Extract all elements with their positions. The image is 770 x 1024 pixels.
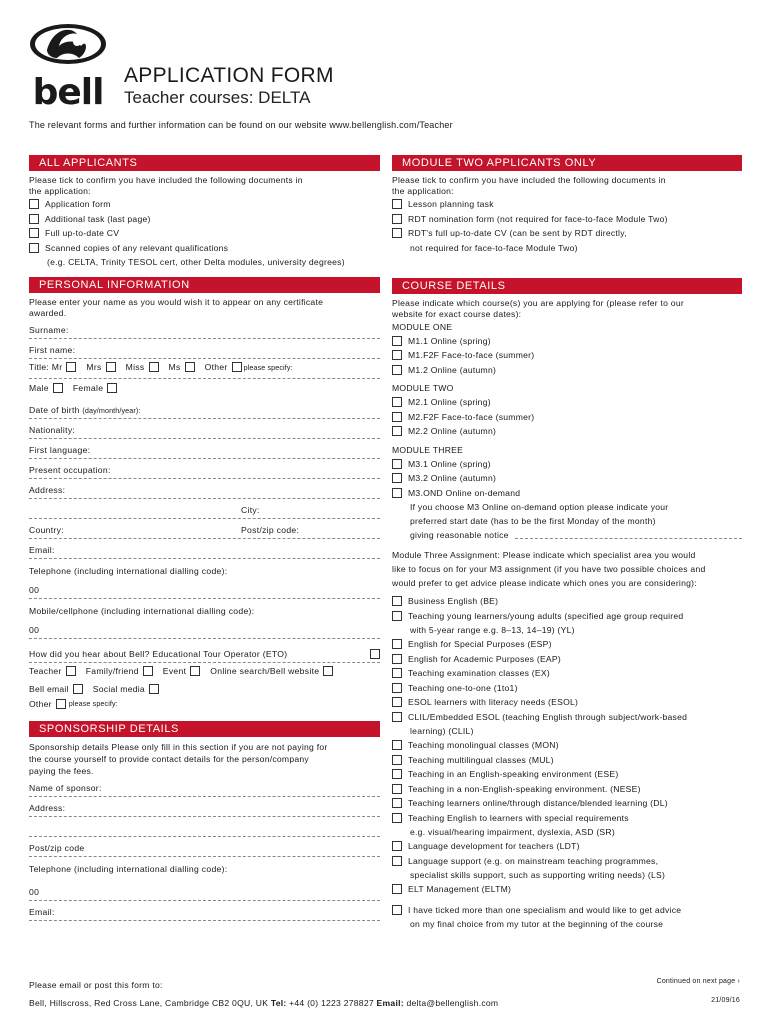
first-name-field[interactable]: First name:: [29, 339, 380, 359]
instruction: awarded.: [29, 308, 67, 318]
specialism-item: [392, 609, 742, 624]
note: If you choose M3 Online on-demand option please indicate your: [410, 502, 669, 512]
footer-post-to: Please email or post this form to:: [29, 980, 163, 990]
specialism-item: [392, 753, 742, 768]
m3-1-checkbox[interactable]: [392, 459, 402, 469]
specialism-label: Teaching one-to-one (1to1): [408, 682, 518, 693]
m2-1-checkbox[interactable]: [392, 397, 402, 407]
bell-logo: [27, 22, 109, 108]
sponsor-name-field[interactable]: Name of sponsor:: [29, 777, 380, 797]
m3-2-checkbox[interactable]: [392, 473, 402, 483]
teacher-checkbox[interactable]: [66, 666, 76, 676]
specialism-checkbox[interactable]: [392, 856, 402, 866]
module-two-header: MODULE TWO APPLICANTS ONLY: [392, 155, 742, 171]
assignment-intro: would prefer to get advice please indicate which ones you are considering):: [392, 578, 697, 588]
country-field[interactable]: Country: Post/zip code:: [29, 519, 380, 539]
title-field: Title: Mr Mrs Miss Ms Other please specify:: [29, 359, 380, 379]
footer-address-line: Bell, Hillscross, Red Cross Lane, Cambridge CB2 0QU, UK Tel: +44 (0) 1223 278827 Email: delta@bellenglish.com: [29, 998, 499, 1008]
m3-start-date-field[interactable]: giving reasonable notice: [392, 528, 742, 542]
specialism-item: [392, 782, 742, 797]
instruction: Sponsorship details Please only fill in this section if you are not paying for: [29, 742, 328, 752]
module-one-heading: MODULE ONE: [392, 321, 453, 332]
gender-field: Male Female: [29, 379, 380, 399]
checkbox-label: M3.OND Online on-demand: [408, 487, 521, 498]
checkbox[interactable]: [392, 228, 402, 238]
specialism-checkbox[interactable]: [392, 798, 402, 808]
telephone-field[interactable]: 00: [29, 579, 380, 599]
specialism-item: [392, 710, 742, 725]
sponsor-telephone-label: Telephone (including international dialling code):: [29, 864, 228, 874]
other-title-checkbox[interactable]: [232, 362, 242, 372]
instruction: Please enter your name as you would wish it to appear on any certificate: [29, 297, 324, 307]
checkbox-label: RDT's full up-to-date CV (can be sent by RDT directly,: [408, 228, 627, 239]
social-checkbox[interactable]: [149, 684, 159, 694]
note: on my final choice from my tutor at the beginning of the course: [410, 919, 664, 929]
specialism-checkbox[interactable]: [392, 697, 402, 707]
specialism-label: Language support (e.g. on mainstream teaching programmes,: [408, 855, 659, 866]
checkbox-label: Application form: [45, 199, 111, 210]
note: preferred start date (has to be the first Monday of the month): [410, 516, 656, 526]
specialism-item: [392, 839, 742, 854]
personal-info-header: PERSONAL INFORMATION: [29, 277, 380, 293]
specialism-item: [392, 681, 742, 696]
surname-field[interactable]: Surname:: [29, 319, 380, 339]
first-language-field[interactable]: First language:: [29, 439, 380, 459]
online-checkbox[interactable]: [323, 666, 333, 676]
email-link[interactable]: delta@bellenglish.com: [406, 998, 499, 1008]
footer-contact: [29, 978, 589, 1010]
specialism-label: English for Academic Purposes (EAP): [408, 653, 561, 664]
m1-f2f-checkbox[interactable]: [392, 350, 402, 360]
note: not required for face-to-face Module Two): [410, 242, 578, 253]
continued-note: Continued on next page ›: [656, 978, 740, 985]
checkbox-label: Scanned copies of any relevant qualifications: [45, 242, 229, 253]
eto-checkbox[interactable]: [370, 649, 380, 659]
hear-options-row1: Teacher Family/friend Event Online search/Bell website: [29, 663, 380, 681]
form-subtitle: Teacher courses: DELTA: [124, 88, 311, 107]
specialism-label: Teaching learners online/through distance/blended learning (DL): [408, 798, 668, 809]
footer-right: [657, 978, 740, 1004]
specialism-label: Teaching in an English-speaking environment (ESE): [408, 769, 619, 780]
specialism-item: [392, 637, 742, 652]
checkbox-label: M2.2 Online (autumn): [408, 426, 497, 437]
miss-checkbox[interactable]: [149, 362, 159, 372]
m2-f2f-checkbox[interactable]: [392, 412, 402, 422]
svg-text:bell: bell: [32, 72, 104, 108]
specialism-checkbox[interactable]: [392, 639, 402, 649]
instruction: the course yourself to provide contact details for the person/company: [29, 754, 309, 764]
checkbox[interactable]: [29, 243, 39, 253]
checkbox[interactable]: [392, 214, 402, 224]
specialism-item: [392, 666, 742, 681]
specialism-checkbox[interactable]: [392, 712, 402, 722]
specialism-item: [392, 695, 742, 710]
checkbox[interactable]: [29, 199, 39, 209]
specialism-checkbox[interactable]: [392, 769, 402, 779]
note: (e.g. CELTA, Trinity TESOL cert, other Delta modules, university degrees): [47, 257, 345, 267]
hear-options-row2: Bell email Social media: [29, 681, 380, 696]
ms-checkbox[interactable]: [185, 362, 195, 372]
checkbox-label: M1.1 Online (spring): [408, 335, 491, 346]
specialism-item-cont: e.g. visual/hearing impairment, dyslexia, ASD (SR): [410, 827, 615, 837]
specialism-label: English for Special Purposes (ESP): [408, 639, 552, 650]
specialism-label: Teaching in a non-English-speaking environment. (NESE): [408, 783, 641, 794]
specialism-item: [392, 738, 742, 753]
female-checkbox[interactable]: [107, 383, 117, 393]
bell-email-checkbox[interactable]: [73, 684, 83, 694]
hear-about-field: How did you hear about Bell? Educational Tour Operator (ETO): [29, 639, 380, 663]
sponsor-postzip-field[interactable]: Post/zip code: [29, 837, 380, 857]
specialism-checkbox[interactable]: [392, 740, 402, 750]
specialism-item: [392, 594, 742, 609]
specialism-label: ELT Management (ELTM): [408, 884, 512, 895]
specialism-item-cont: learning) (CLIL): [410, 726, 474, 736]
specialism-item: [392, 811, 742, 826]
checkbox[interactable]: [29, 214, 39, 224]
checkbox-label: M1.2 Online (autumn): [408, 364, 497, 375]
specialism-item: [392, 767, 742, 782]
specialism-label: Teaching examination classes (EX): [408, 668, 550, 679]
event-checkbox[interactable]: [190, 666, 200, 676]
assignment-intro: Module Three Assignment: Please indicate which specialist area you would: [392, 550, 696, 560]
checkbox-label: RDT nomination form (not required for face-to-face Module Two): [408, 213, 668, 224]
module-three-heading: MODULE THREE: [392, 444, 464, 455]
mr-checkbox[interactable]: [66, 362, 76, 372]
nationality-field[interactable]: Nationality:: [29, 419, 380, 439]
specialism-item-cont: specialist skills support, such as supporting writing needs) (LS): [410, 870, 666, 880]
specialism-label: ESOL learners with literacy needs (ESOL): [408, 697, 579, 708]
module-two-heading: MODULE TWO: [392, 383, 454, 393]
intro-text: The relevant forms and further information can be found on our website www.bellenglish.com/Teacher: [29, 120, 453, 130]
specialism-checkbox[interactable]: [392, 841, 402, 851]
specialism-label: Teaching multilingual classes (MUL): [408, 754, 554, 765]
family-checkbox[interactable]: [143, 666, 153, 676]
specialism-checkbox[interactable]: [392, 596, 402, 606]
dob-field[interactable]: Date of birth (day/month/year):: [29, 399, 380, 419]
checkbox-label: I have ticked more than one specialism and would like to get advice: [408, 904, 682, 915]
specialism-item: [392, 882, 742, 897]
checkbox[interactable]: [392, 199, 402, 209]
m3-ond-checkbox[interactable]: [392, 488, 402, 498]
checkbox-label: M3.1 Online (spring): [408, 458, 491, 469]
specialism-label: Teaching young learners/young adults (specified age group required: [408, 610, 684, 621]
specialism-item-cont: with 5-year range e.g. 8–13, 14–19) (YL): [410, 625, 575, 635]
sponsorship-header: SPONSORSHIP DETAILS: [29, 721, 380, 737]
specialism-checkbox[interactable]: [392, 884, 402, 894]
specialism-item: [392, 854, 742, 869]
sponsor-address-field[interactable]: Address:: [29, 797, 380, 817]
instruction: Please tick to confirm you have included the following documents in: [392, 175, 666, 185]
specialism-checkbox[interactable]: [392, 755, 402, 765]
email-field[interactable]: Email:: [29, 539, 380, 559]
sponsor-email-field[interactable]: Email:: [29, 901, 380, 921]
sponsor-telephone-field[interactable]: 00: [29, 877, 380, 901]
all-applicants-header: ALL APPLICANTS: [29, 155, 380, 171]
occupation-field[interactable]: Present occupation:: [29, 459, 380, 479]
instruction: Please tick to confirm you have included the following documents in: [29, 175, 303, 185]
specialism-label: Teaching monolingual classes (MON): [408, 740, 559, 751]
hear-options-row3: Other please specify:: [29, 698, 118, 709]
checkbox[interactable]: [29, 228, 39, 238]
sponsor-address-line[interactable]: [29, 817, 380, 837]
specialism-checkbox[interactable]: [392, 813, 402, 823]
specialism-checkbox[interactable]: [392, 654, 402, 664]
specialism-label: Business English (BE): [408, 596, 499, 607]
mrs-checkbox[interactable]: [106, 362, 116, 372]
address-field[interactable]: Address:: [29, 479, 380, 499]
specialism-label: Language development for teachers (LDT): [408, 841, 580, 852]
left-column: [29, 155, 380, 921]
checkbox-label: Additional task (last page): [45, 213, 151, 224]
checkbox-label: M2.1 Online (spring): [408, 397, 491, 408]
city-field[interactable]: City:: [29, 499, 380, 519]
advice-checkbox[interactable]: [392, 905, 402, 915]
form-title: APPLICATION FORM: [124, 64, 334, 87]
checkbox-label: Lesson planning task: [408, 199, 494, 210]
checkbox-label: M3.2 Online (autumn): [408, 473, 497, 484]
specialism-label: Teaching English to learners with special requirements: [408, 812, 629, 823]
instruction: the application:: [392, 186, 454, 196]
checkbox-label: M1.F2F Face-to-face (summer): [408, 350, 535, 361]
course-details-header: COURSE DETAILS: [392, 278, 742, 294]
specialism-checkbox[interactable]: [392, 784, 402, 794]
instruction: the application:: [29, 186, 91, 196]
male-checkbox[interactable]: [53, 383, 63, 393]
m1-2-checkbox[interactable]: [392, 365, 402, 375]
instruction: paying the fees.: [29, 766, 94, 776]
assignment-intro: like to focus on for your M3 assignment (if you have two possible choices and: [392, 564, 706, 574]
specialism-item: [392, 796, 742, 811]
instruction: website for exact course dates):: [392, 308, 522, 319]
mobile-label: Mobile/cellphone (including international dialling code):: [29, 606, 255, 616]
m1-1-checkbox[interactable]: [392, 336, 402, 346]
form-date: 21/09/16: [711, 997, 740, 1004]
checkbox-label: M2.F2F Face-to-face (summer): [408, 411, 535, 422]
mobile-field[interactable]: 00: [29, 619, 380, 639]
m2-2-checkbox[interactable]: [392, 426, 402, 436]
checkbox-label: Full up-to-date CV: [45, 228, 120, 239]
instruction: Please indicate which course(s) you are applying for (please refer to our: [392, 297, 684, 308]
right-column: [392, 155, 742, 931]
specialism-item: [392, 652, 742, 667]
telephone-label: Telephone (including international dialling code):: [29, 566, 228, 576]
specialism-checkbox[interactable]: [392, 683, 402, 693]
specialism-checkbox[interactable]: [392, 611, 402, 621]
specialism-checkbox[interactable]: [392, 668, 402, 678]
other-source-checkbox[interactable]: [56, 699, 66, 709]
specialism-label: CLIL/Embedded ESOL (teaching English through subject/work-based: [408, 711, 688, 722]
specialism-list: [392, 594, 742, 897]
